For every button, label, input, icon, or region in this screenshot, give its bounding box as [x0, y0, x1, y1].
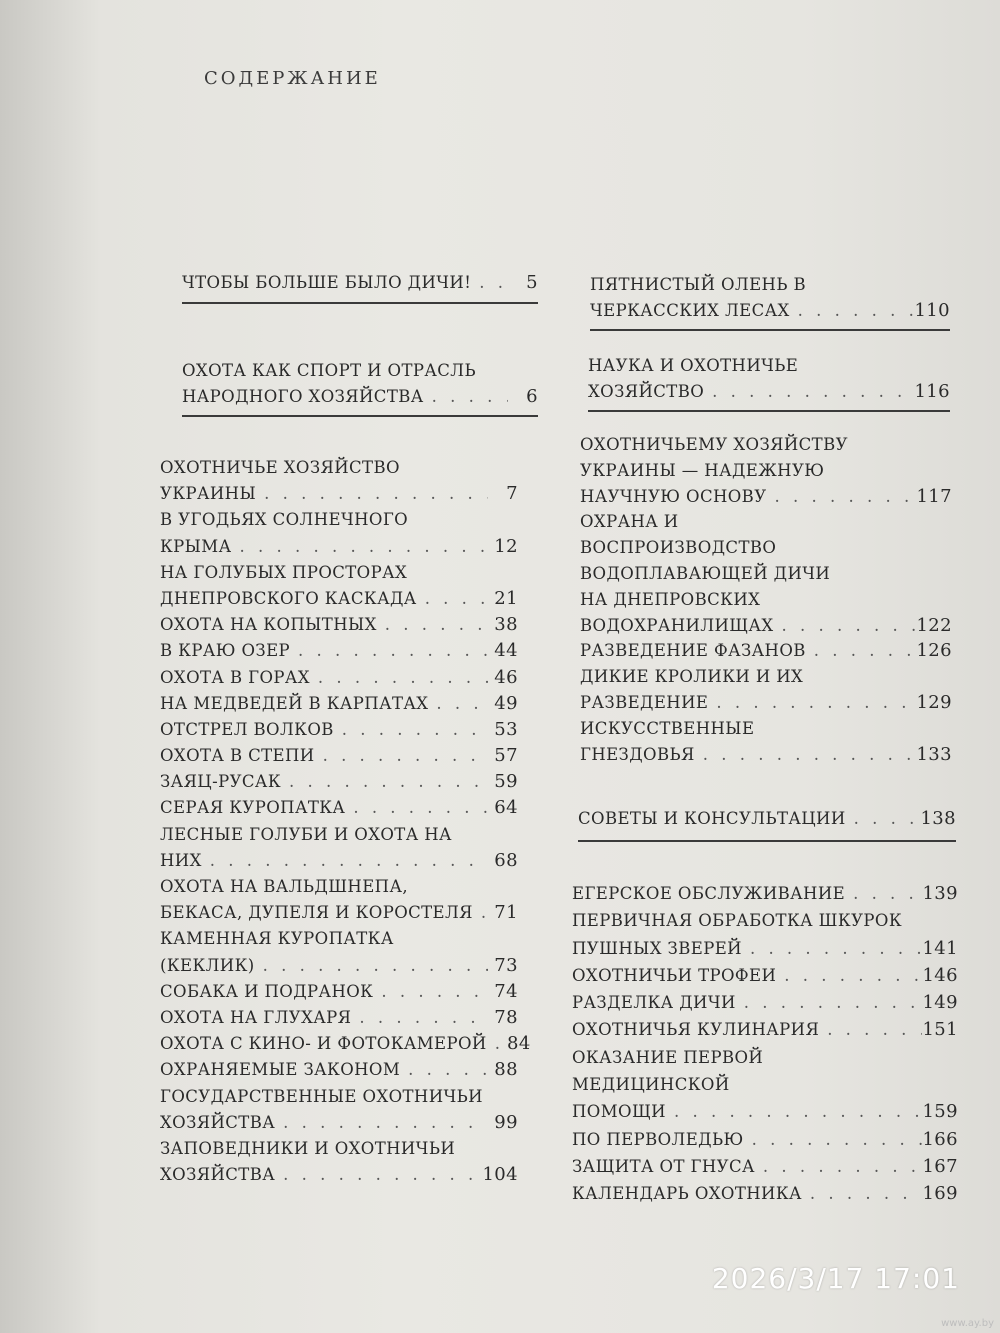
toc-entry-line: [160, 1031, 531, 1057]
toc-entry-title: ДНЕПРОВСКОГО КАСКАДА: [160, 588, 417, 608]
toc-page-number: 59: [494, 771, 518, 793]
toc-page-number: 73: [494, 954, 518, 976]
leader-dots: [802, 1180, 923, 1207]
toc-page-number: 116: [914, 380, 950, 402]
toc-entry-title: НАУЧНУЮ ОСНОВУ: [580, 486, 767, 506]
toc-entry-line: [160, 560, 518, 586]
leader-dots: [290, 638, 488, 664]
toc-entry-line: [160, 612, 518, 638]
leader-dots: [275, 1110, 488, 1136]
leader-dots: [315, 743, 488, 769]
toc-page-number: 74: [494, 980, 518, 1002]
toc-page-number: 139: [922, 883, 958, 904]
toc-entry-line: [572, 989, 958, 1016]
toc-entry-title: ОХОТА КАК СПОРТ И ОТРАСЛЬ: [182, 361, 476, 380]
toc-page-number: 12: [494, 535, 518, 557]
toc-section: [578, 806, 956, 832]
toc-page-number: 99: [494, 1111, 518, 1133]
toc-page-number: 71: [494, 902, 518, 924]
toc-entry-line: [580, 458, 952, 484]
toc-entry-title: ОКАЗАНИЕ ПЕРВОЙ: [572, 1047, 764, 1067]
leader-dots: [767, 484, 917, 510]
toc-entry-line: [160, 848, 518, 874]
toc-entry-title: БЕКАСА, ДУПЕЛЯ И КОРОСТЕЛЯ: [160, 903, 473, 923]
toc-entry-title: КАМЕННАЯ КУРОПАТКА: [160, 929, 394, 949]
leader-dots: [666, 1098, 922, 1125]
toc-entry-line: [572, 935, 958, 962]
leader-dots: [373, 979, 488, 1005]
toc-entry-title: (КЕКЛИК): [160, 955, 255, 975]
toc-page-number: 64: [494, 797, 518, 819]
toc-entry-title: В УГОДЬЯХ СОЛНЕЧНОГО: [160, 510, 409, 530]
toc-entry-title: МЕДИЦИНСКОЙ: [572, 1075, 730, 1095]
toc-entry-title: НА ГОЛУБЫХ ПРОСТОРАХ: [160, 562, 408, 582]
leader-dots: [736, 989, 923, 1016]
leader-dots: [704, 379, 914, 405]
leader-dots: [744, 1126, 923, 1153]
site-watermark: www.ay.by: [941, 1318, 994, 1329]
toc-entry-line: [160, 1110, 518, 1136]
toc-entry-title: ОХОТА НА ГЛУХАРЯ: [160, 1007, 352, 1027]
toc-right-column: [590, 272, 950, 331]
toc-entry-title: КАЛЕНДАРЬ ОХОТНИКА: [572, 1184, 802, 1204]
leader-dots: [417, 586, 488, 612]
toc-right-column: [578, 806, 956, 842]
toc-entry-line: [588, 353, 950, 379]
toc-entry-line: [160, 900, 518, 926]
toc-entry-title: СОБАКА И ПОДРАНОК: [160, 981, 374, 1001]
leader-dots: [255, 953, 488, 979]
toc-page-number: 166: [922, 1128, 958, 1150]
toc-section: [160, 455, 531, 1188]
toc-entry-title: КРЫМА: [160, 536, 232, 556]
toc-entry-title: УКРАИНЫ: [160, 484, 257, 504]
toc-entry-title: ПО ПЕРВОЛЕДЬЮ: [572, 1129, 744, 1149]
toc-entry-title: ОХОТА С КИНО- И ФОТОКАМЕРОЙ: [160, 1034, 487, 1054]
leader-dots: [790, 298, 915, 324]
toc-entry-title: ОХОТНИЧЬЯ КУЛИНАРИЯ: [572, 1020, 820, 1040]
toc-page-number: 57: [494, 745, 518, 767]
leader-dots: [256, 481, 488, 507]
toc-page-number: 68: [494, 849, 518, 871]
toc-entry-title: РАЗВЕДЕНИЕ: [580, 692, 709, 712]
toc-entry-line: [160, 1005, 518, 1031]
toc-entry-line: [160, 1162, 518, 1188]
toc-entry-title: НАУКА И ОХОТНИЧЬЕ: [588, 356, 799, 375]
section-divider: [182, 415, 538, 417]
toc-page-number: 46: [494, 666, 518, 688]
toc-entry-line: [182, 270, 538, 296]
toc-entry-line: [160, 638, 518, 664]
toc-page-number: 5: [526, 272, 538, 293]
toc-page-number: 78: [494, 1006, 518, 1028]
toc-entry-line: [160, 926, 518, 952]
leader-dots: [281, 769, 488, 795]
toc-page-number: 104: [482, 1164, 518, 1186]
toc-entry-title: ОХОТА НА КОПЫТНЫХ: [160, 615, 377, 635]
toc-entry-line: [580, 535, 952, 561]
toc-entry-title: ОХРАНА И: [580, 512, 679, 532]
toc-entry-title: РАЗВЕДЕНИЕ ФАЗАНОВ: [580, 641, 806, 661]
toc-entry-title: ОХОТА В ГОРАХ: [160, 667, 310, 687]
toc-entry-title: В КРАЮ ОЗЕР: [160, 641, 291, 661]
toc-entry-line: [160, 953, 518, 979]
toc-page-number: 146: [922, 964, 958, 986]
photo-timestamp: 2026/3/17 17:01: [711, 1262, 960, 1295]
toc-entry-line: [580, 613, 952, 639]
toc-entry-line: [578, 806, 956, 832]
toc-right-column: [572, 880, 958, 1208]
leader-dots: [473, 900, 488, 926]
toc-entry-line: [590, 298, 950, 324]
leader-dots: [819, 1016, 922, 1043]
toc-page-number: 44: [494, 640, 518, 662]
toc-entry-title: ДИКИЕ КРОЛИКИ И ИХ: [580, 667, 804, 687]
toc-entry-title: ПЯТНИСТЫЙ ОЛЕНЬ В: [590, 275, 807, 294]
toc-entry-line: [580, 587, 952, 613]
toc-entry-line: [580, 664, 952, 690]
toc-entry-title: ОТСТРЕЛ ВОЛКОВ: [160, 719, 334, 739]
toc-page-number: 159: [922, 1101, 958, 1123]
page-title: СОДЕРЖАНИЕ: [204, 68, 381, 89]
toc-entry-line: [182, 384, 538, 410]
toc-entry-title: ЗАЩИТА ОТ ГНУСА: [572, 1156, 755, 1176]
toc-entry-title: СЕРАЯ КУРОПАТКА: [160, 798, 346, 818]
leader-dots: [845, 880, 922, 907]
toc-left-column: [160, 455, 531, 1188]
toc-page-number: 88: [494, 1059, 518, 1081]
toc-entry-line: [160, 1136, 518, 1162]
toc-entry-line: [580, 432, 952, 458]
toc-entry-line: [160, 822, 518, 848]
leader-dots: [424, 384, 508, 410]
toc-entry-title: ЕГЕРСКОЕ ОБСЛУЖИВАНИЕ: [572, 884, 846, 903]
toc-page-number: 149: [922, 992, 958, 1014]
toc-entry-title: ВОДОХРАНИЛИЩАХ: [580, 615, 774, 635]
toc-entry-title: ХОЗЯЙСТВА: [160, 1165, 276, 1185]
leader-dots: [351, 1005, 488, 1031]
leader-dots: [400, 1057, 488, 1083]
leader-dots: [232, 534, 489, 560]
leader-dots: [742, 935, 922, 962]
toc-entry-line: [572, 1180, 958, 1207]
toc-page-number: 38: [494, 614, 518, 636]
toc-entry-title: ЛЕСНЫЕ ГОЛУБИ И ОХОТА НА: [160, 824, 452, 844]
toc-section: [182, 358, 538, 409]
leader-dots: [776, 962, 922, 989]
toc-entry-line: [160, 507, 518, 533]
toc-entry-line: [160, 1057, 518, 1083]
toc-entry-line: [160, 717, 518, 743]
leader-dots: [428, 691, 488, 717]
toc-page-number: 84: [507, 1033, 531, 1055]
toc-entry-title: НИХ: [160, 850, 202, 870]
toc-page-number: 7: [506, 483, 518, 505]
toc-entry-title: ХОЗЯЙСТВО: [588, 381, 705, 401]
toc-entry-title: НАРОДНОГО ХОЗЯЙСТВА: [182, 386, 424, 406]
toc-entry-line: [572, 880, 958, 907]
toc-page-number: 117: [916, 485, 952, 507]
toc-entry-line: [580, 561, 952, 587]
toc-entry-title: ХОЗЯЙСТВА: [160, 1112, 276, 1132]
toc-entry-line: [160, 874, 518, 900]
toc-entry-line: [572, 1126, 958, 1153]
section-divider: [182, 302, 538, 304]
toc-entry-title: ЧЕРКАССКИХ ЛЕСАХ: [590, 300, 790, 320]
toc-section: [182, 270, 538, 296]
toc-right-column: [580, 432, 952, 767]
toc-entry-line: [572, 1044, 958, 1071]
toc-left-column: [182, 358, 538, 417]
toc-entry-line: [160, 534, 518, 560]
toc-entry-line: [580, 716, 952, 742]
toc-entry-title: РАЗДЕЛКА ДИЧИ: [572, 993, 736, 1013]
toc-entry-line: [572, 1098, 958, 1125]
toc-entry-line: [160, 1084, 518, 1110]
toc-entry-line: [160, 691, 518, 717]
toc-page-number: 126: [916, 640, 952, 662]
toc-entry-title: ПЕРВИЧНАЯ ОБРАБОТКА ШКУРОК: [572, 911, 902, 931]
section-divider: [590, 329, 950, 331]
toc-entry-line: [588, 379, 950, 405]
toc-entry-line: [572, 1071, 958, 1098]
toc-entry-line: [572, 1016, 958, 1043]
toc-entry-title: СОВЕТЫ И КОНСУЛЬТАЦИИ: [578, 809, 846, 828]
leader-dots: [334, 717, 488, 743]
leader-dots: [774, 613, 917, 639]
toc-entry-line: [160, 743, 518, 769]
toc-entry-line: [160, 455, 518, 481]
toc-entry-title: ГОСУДАРСТВЕННЫЕ ОХОТНИЧЬИ: [160, 1086, 483, 1106]
toc-entry-line: [580, 484, 952, 510]
leader-dots: [806, 638, 917, 664]
toc-section: [580, 432, 952, 767]
toc-section: [572, 880, 958, 1208]
leader-dots: [846, 806, 921, 832]
section-divider: [578, 840, 956, 842]
toc-page-number: 151: [922, 1019, 958, 1041]
leader-dots: [487, 1031, 501, 1057]
toc-left-column: [182, 270, 538, 304]
toc-page-number: 133: [916, 743, 952, 765]
toc-entry-title: ОХОТНИЧЬЕ ХОЗЯЙСТВО: [160, 458, 400, 477]
toc-entry-title: ВОСПРОИЗВОДСТВО: [580, 538, 777, 558]
toc-entry-title: ОХОТА В СТЕПИ: [160, 746, 315, 766]
toc-page-number: 138: [920, 808, 956, 829]
leader-dots: [310, 665, 488, 691]
toc-page-number: 21: [494, 587, 518, 609]
leader-dots: [275, 1162, 482, 1188]
toc-entry-title: УКРАИНЫ — НАДЕЖНУЮ: [580, 460, 825, 480]
toc-entry-line: [182, 358, 538, 384]
toc-entry-title: ИСКУССТВЕННЫЕ: [580, 718, 755, 738]
toc-entry-title: ВОДОПЛАВАЮЩЕЙ ДИЧИ: [580, 563, 831, 583]
leader-dots: [377, 612, 488, 638]
toc-entry-title: ПУШНЫХ ЗВЕРЕЙ: [572, 938, 742, 958]
toc-page-number: 167: [922, 1155, 958, 1177]
toc-entry-line: [572, 962, 958, 989]
toc-entry-title: ОХРАНЯЕМЫЕ ЗАКОНОМ: [160, 1060, 401, 1080]
toc-section: [588, 353, 950, 404]
toc-entry-line: [160, 481, 518, 507]
toc-entry-line: [160, 586, 518, 612]
toc-page-number: 169: [922, 1183, 958, 1205]
section-divider: [588, 410, 950, 412]
toc-entry-title: ЧТОБЫ БОЛЬШЕ БЫЛО ДИЧИ!: [182, 273, 472, 292]
toc-section: [590, 272, 950, 323]
toc-entry-line: [580, 690, 952, 716]
toc-entry-title: ОХОТНИЧЬИ ТРОФЕИ: [572, 965, 777, 985]
toc-entry-title: ПОМОЩИ: [572, 1102, 666, 1122]
toc-page-number: 6: [526, 385, 538, 407]
toc-entry-title: НА МЕДВЕДЕЙ В КАРПАТАХ: [160, 693, 429, 713]
toc-entry-title: ЗАЯЦ-РУСАК: [160, 772, 281, 792]
toc-entry-line: [160, 795, 518, 821]
toc-page-number: 141: [922, 937, 958, 959]
toc-entry-title: ЗАПОВЕДНИКИ И ОХОТНИЧЬИ: [160, 1138, 456, 1158]
toc-entry-line: [580, 638, 952, 664]
leader-dots: [755, 1153, 923, 1180]
leader-dots: [695, 742, 917, 768]
toc-entry-line: [590, 272, 950, 298]
toc-entry-line: [580, 509, 952, 535]
toc-right-column: [588, 353, 950, 412]
toc-entry-line: [160, 979, 518, 1005]
toc-entry-title: ГНЕЗДОВЬЯ: [580, 744, 695, 764]
toc-entry-line: [160, 769, 518, 795]
toc-entry-title: ОХОТА НА ВАЛЬДШНЕПА,: [160, 877, 408, 896]
toc-entry-line: [580, 742, 952, 768]
toc-page-number: 110: [914, 299, 950, 321]
toc-page-number: 129: [916, 691, 952, 713]
toc-page-number: 122: [916, 614, 952, 636]
leader-dots: [708, 690, 916, 716]
leader-dots: [202, 848, 488, 874]
toc-page-number: 53: [494, 718, 518, 740]
toc-entry-title: ОХОТНИЧЬЕМУ ХОЗЯЙСТВУ: [580, 435, 848, 454]
toc-entry-line: [572, 1153, 958, 1180]
toc-entry-title: НА ДНЕПРОВСКИХ: [580, 589, 761, 609]
leader-dots: [345, 795, 488, 821]
toc-page-number: 49: [494, 692, 518, 714]
leader-dots: [471, 270, 508, 296]
toc-entry-line: [160, 665, 518, 691]
toc-entry-line: [572, 907, 958, 934]
